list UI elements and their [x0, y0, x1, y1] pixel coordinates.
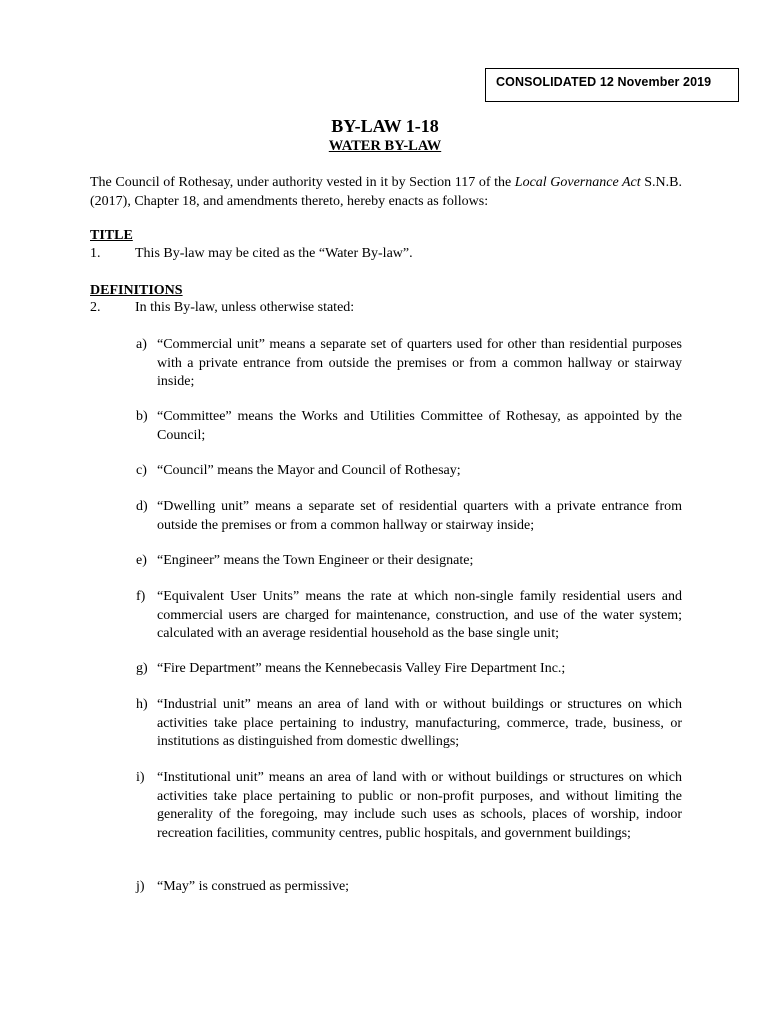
- intro-part1: The Council of Rothesay, under authority vested in it by Section 117 of the: [90, 175, 515, 190]
- definitions-clause-text: In this By-law, unless otherwise stated:: [135, 300, 355, 315]
- definition-letter: a): [136, 337, 147, 352]
- definition-letter: h): [136, 697, 148, 712]
- definition-text: “Council” means the Mayor and Council of Rothesay;: [157, 463, 461, 478]
- definition-text: “May” is construed as permissive;: [157, 879, 350, 894]
- definition-letter: c): [136, 463, 147, 478]
- definition-text: “Engineer” means the Town Engineer or their designate;: [157, 553, 474, 568]
- title-clause: [90, 246, 413, 262]
- definition-item: [136, 660, 682, 679]
- definition-text: “Fire Department” means the Kennebecasis Valley Fire Department Inc.;: [157, 661, 566, 676]
- definition-text: “Committee” means the Works and Utilities Committee of Rothesay, as appointed by the Council;: [157, 409, 682, 443]
- definition-item: [136, 696, 682, 752]
- title-heading: TITLE: [90, 228, 133, 243]
- definition-text: “Equivalent User Units” means the rate at which non-single family residential users and commercial users are charged for maintenance, construction, and use of the water system; calculated with an average residential household as the base single unit;: [157, 589, 682, 641]
- definition-item: [136, 552, 682, 571]
- definition-letter: b): [136, 409, 148, 424]
- bylaw-subtitle: WATER BY-LAW: [328, 138, 442, 154]
- definition-letter: i): [136, 770, 145, 785]
- definition-item: [136, 588, 682, 644]
- definition-item: [136, 769, 682, 843]
- definition-letter: j): [136, 879, 145, 894]
- definition-letter: d): [136, 499, 148, 514]
- definition-text: “Dwelling unit” means a separate set of residential quarters with a private entrance from outside the premises or from a common hallway or stairway inside;: [157, 499, 682, 533]
- consolidated-label: CONSOLIDATED 12 November 2019: [496, 75, 712, 89]
- definitions-clause-number: 2.: [90, 300, 101, 315]
- title-clause-text: This By-law may be cited as the “Water By-law”.: [135, 246, 413, 261]
- intro-act-name: Local Governance Act: [514, 175, 641, 190]
- definition-item: [136, 498, 682, 535]
- definition-text: “Industrial unit” means an area of land with or without buildings or structures on which activities take place pertaining to industry, manufacturing, commerce, trade, business, or institutions as distinguished from domestic dwellings;: [157, 697, 682, 749]
- definition-item: [136, 408, 682, 445]
- definition-text: “Institutional unit” means an area of land with or without buildings or structures on which activities take place pertaining to public or non-profit purposes, and without limiting the generality of the foregoing, may include such uses as schools, places of worship, indoor recreation facilities, community centres, public hospitals, and government buildings;: [157, 770, 682, 841]
- intro-paragraph: [90, 173, 682, 211]
- intro-part2: S.N.B. (2017), Chapter 18, and amendments thereto, hereby enacts as follows:: [90, 175, 682, 209]
- definition-item: [136, 878, 682, 897]
- consolidated-date-box: [485, 68, 739, 102]
- definitions-clause: [90, 300, 354, 316]
- definition-letter: e): [136, 553, 147, 568]
- bylaw-title: BY-LAW 1-18: [331, 116, 439, 136]
- definition-letter: f): [136, 589, 146, 604]
- definition-item: [136, 336, 682, 392]
- definition-text: “Commercial unit” means a separate set of quarters used for other than residential purposes with a private entrance from outside the premises or from a common hallway or stairway inside;: [157, 337, 682, 389]
- title-clause-number: 1.: [90, 246, 101, 261]
- definition-letter: g): [136, 661, 148, 676]
- definitions-heading: DEFINITIONS: [90, 283, 183, 298]
- definition-item: [136, 462, 682, 481]
